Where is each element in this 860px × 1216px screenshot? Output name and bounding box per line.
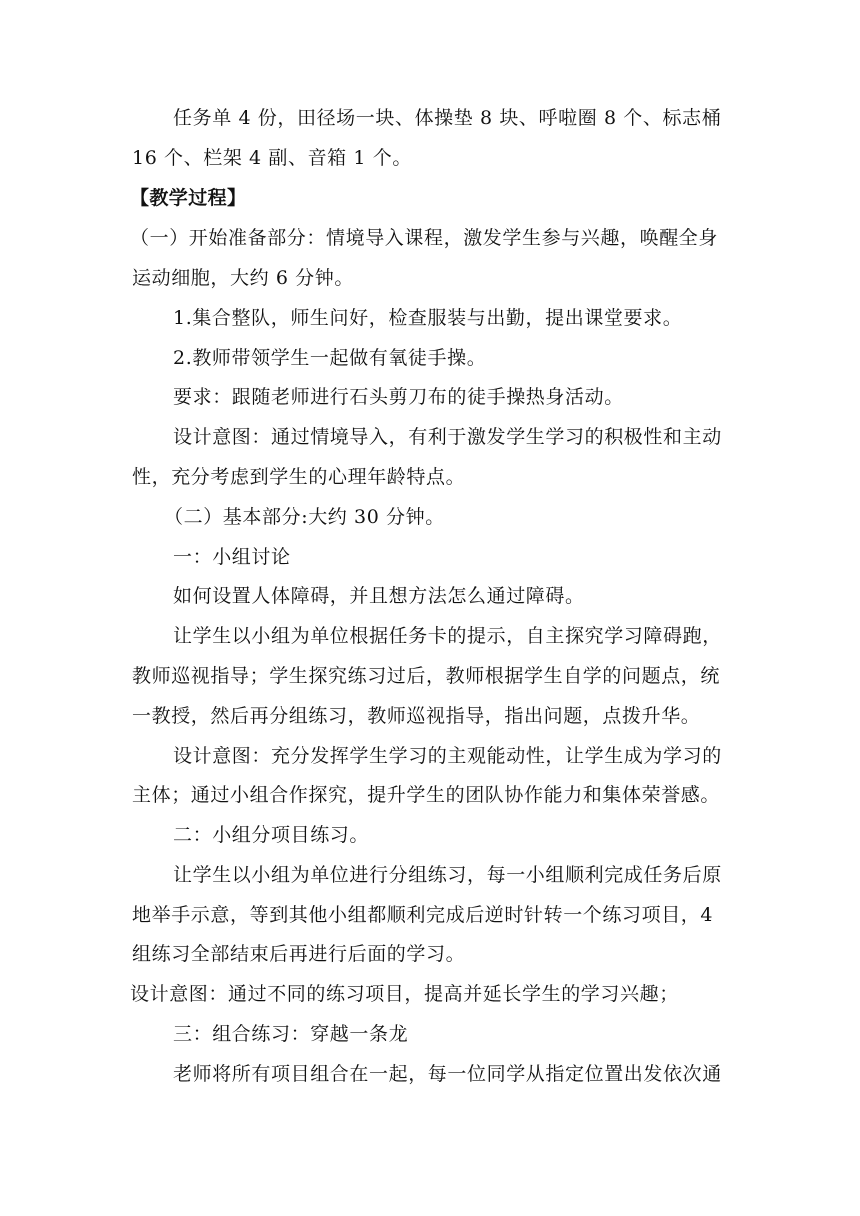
part2-sub3-paragraph-line-1: 老师将所有项目组合在一起，每一位同学从指定位置出发依次通 [173,1063,722,1085]
section-heading: 【教学过程】 [130,187,247,209]
part1-line-1: （一）开始准备部分：情境导入课程，激发学生参与兴趣，唤醒全身 [130,227,719,249]
part2-sub1-paragraph-line-3: 一教授，然后再分组练习，教师巡视指导，指出问题，点拨升华。 [132,705,701,727]
materials-line-2: 16 个、栏架 4 副、音箱 1 个。 [132,147,412,169]
part2-sub2-title: 二：小组分项目练习。 [173,824,370,846]
part2-sub1-intent-line-1: 设计意图：充分发挥学生学习的主观能动性，让学生成为学习的 [173,745,722,767]
part2-sub2-paragraph-line-2: 地举手示意，等到其他小组都顺利完成后逆时针转一个练习项目，4 [132,904,714,926]
part2-sub1-title: 一：小组讨论 [173,546,291,568]
part2-sub1-paragraph-line-1: 让学生以小组为单位根据任务卡的提示，自主探究学习障碍跑， [173,625,722,647]
part1-item-2: 2.教师带领学生一起做有氧徒手操。 [173,347,487,369]
part1-item-1: 1.集合整队，师生问好，检查服装与出勤，提出课堂要求。 [173,307,683,329]
part2-sub2-intent: 设计意图：通过不同的练习项目，提高并延长学生的学习兴趣； [130,983,679,1005]
part2-sub1-paragraph-line-2: 教师巡视指导；学生探究练习过后，教师根据学生自学的问题点，统 [132,665,721,687]
part2-sub2-paragraph-line-3: 组练习全部结束后再进行后面的学习。 [132,943,466,965]
materials-line-1: 任务单 4 份，田径场一块、体操垫 8 块、呼啦圈 8 个、标志桶 [173,107,722,129]
part2-sub1-question: 如何设置人体障碍，并且想方法怎么通过障碍。 [173,585,585,607]
part2-sub3-title: 三：组合练习：穿越一条龙 [173,1023,409,1045]
part1-line-2: 运动细胞，大约 6 分钟。 [132,267,354,289]
part2-sub1-intent-line-2: 主体；通过小组合作探究，提升学生的团队协作能力和集体荣誉感。 [132,784,721,806]
part2-sub2-paragraph-line-1: 让学生以小组为单位进行分组练习，每一小组顺利完成任务后原 [173,864,722,886]
part2-heading: （二）基本部分:大约 30 分钟。 [164,506,445,528]
part1-intent-line-1: 设计意图：通过情境导入，有利于激发学生学习的积极性和主动 [173,426,722,448]
part1-requirement: 要求：跟随老师进行石头剪刀布的徒手操热身活动。 [173,386,624,408]
part1-intent-line-2: 性，充分考虑到学生的心理年龄特点。 [132,466,466,488]
